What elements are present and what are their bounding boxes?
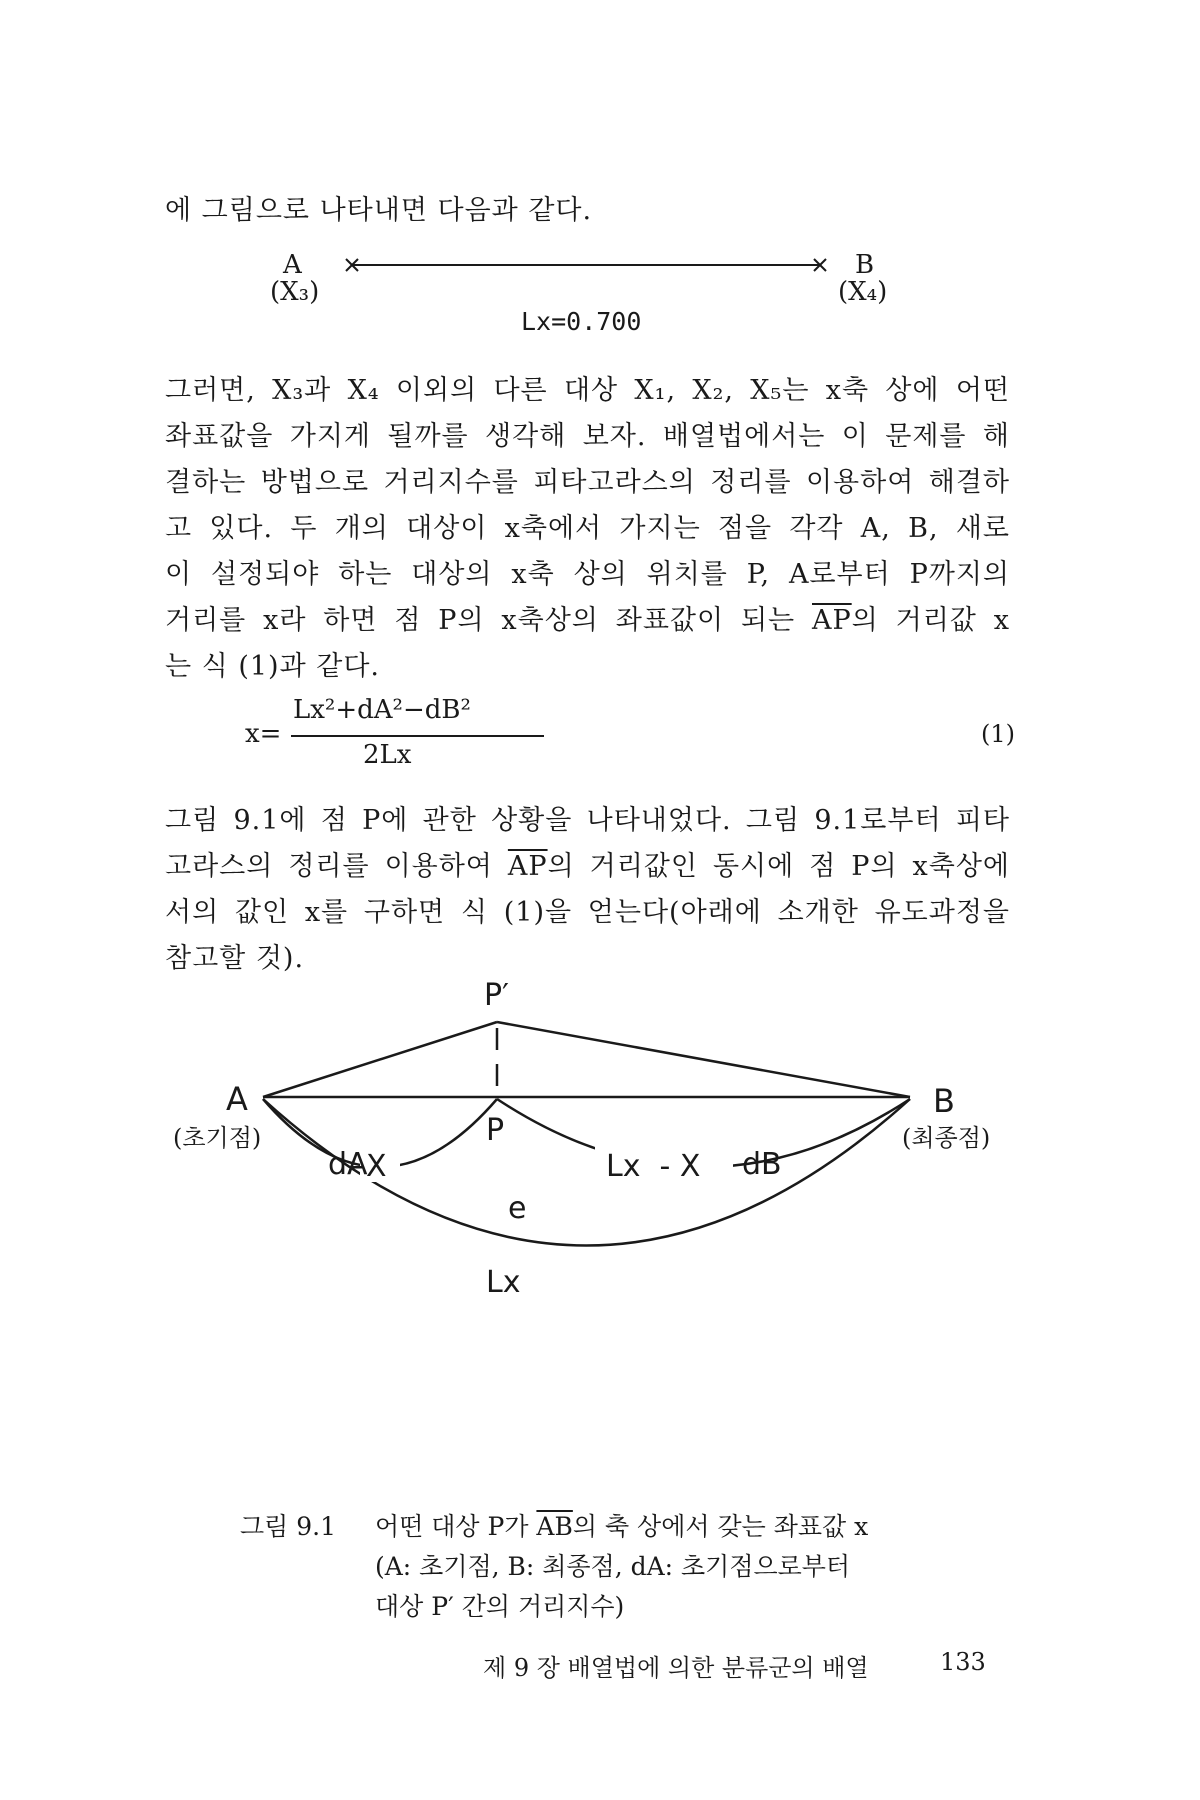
- point-b-coord: (X₄): [838, 277, 888, 307]
- overlined-segment: $\overline{AP}$: [812, 605, 852, 636]
- paragraph-2-line: 그림 9.1에 점 P에 관한 상황을 나타내었다. 그림 9.1로부터 피타: [165, 805, 1010, 836]
- text-span: 의 거리값인 동시에 점 P의 x축상에: [547, 851, 1010, 882]
- caption-line: (A: 초기점, B: 최종점, dA: 초기점으로부터: [375, 1552, 851, 1581]
- text-span: 어떤 대상 P가: [375, 1512, 537, 1541]
- label-x: X: [366, 1149, 387, 1184]
- intro-text: 에 그림으로 나타내면 다음과 같다.: [165, 195, 593, 226]
- paragraph-1-line: 이 설정되야 하는 대상의 x축 상의 위치를 P, A로부터 P까지의: [165, 559, 1010, 590]
- paragraph-2-line: 서의 값인 x를 구하면 식 (1)을 얻는다(아래에 소개한 유도과정을: [165, 897, 1010, 928]
- label-db: dB: [742, 1147, 782, 1182]
- point-a-coord: (X₃): [270, 277, 320, 307]
- caption-line: 대상 P′ 간의 거리지수): [375, 1592, 625, 1621]
- equation-denominator: 2Lx: [363, 740, 412, 770]
- paragraph-1-line: 그러면, X₃과 X₄ 이외의 다른 대상 X₁, X₂, X₅는 x축 상에 어떤: [165, 375, 1010, 406]
- label-da: dA: [328, 1147, 368, 1182]
- label-b-sub: (최종점): [902, 1124, 991, 1152]
- paragraph-1-line: 고 있다. 두 개의 대상이 x축에서 가지는 점을 각각 A, B, 새로: [165, 513, 1010, 544]
- running-footer: 제 9 장 배열법에 의한 분류군의 배열: [483, 1654, 869, 1682]
- label-e: e: [508, 1191, 527, 1226]
- distance-label: Lx=0.700: [521, 307, 642, 336]
- page-number: 133: [940, 1648, 986, 1676]
- caption-label: 그림 9.1: [240, 1512, 337, 1541]
- text-span: 의 거리값 x: [851, 605, 1010, 636]
- paragraph-1-last-line: 는 식 (1)과 같다.: [165, 651, 380, 682]
- label-a-sub: (초기점): [173, 1124, 262, 1152]
- overlined-segment: $\overline{AB}$: [536, 1512, 573, 1541]
- caption: [375, 1507, 868, 1627]
- paragraph-1-line: 결하는 방법으로 거리지수를 피타고라스의 정리를 이용하여 해결하: [165, 467, 1010, 498]
- equation-number: (1): [981, 720, 1015, 748]
- label-b: B: [933, 1082, 955, 1120]
- point-b-label: B: [855, 250, 875, 280]
- overlined-segment: $\overline{AP}$: [507, 851, 548, 882]
- paragraph-1-line: 좌표값을 가지게 될까를 생각해 보자. 배열법에서는 이 문제를 해: [165, 421, 1010, 452]
- text-span: 의 축 상에서 갖는 좌표값 x: [572, 1512, 869, 1541]
- label-a: A: [226, 1080, 248, 1118]
- label-p-prime: P′: [484, 978, 509, 1013]
- caption-line: [375, 1507, 868, 1547]
- text-span: 거리를 x라 하면 점 P의 x축상의 좌표값이 되는: [165, 605, 812, 636]
- equation-lhs: x=: [245, 719, 282, 749]
- text-span: 고라스의 정리를 이용하여: [165, 851, 508, 882]
- paragraph-2-last-line: 참고할 것).: [165, 943, 305, 974]
- label-lx-minus-x: Lx - X: [606, 1149, 701, 1184]
- label-lx: Lx: [486, 1265, 521, 1300]
- point-a-label: A: [283, 250, 302, 280]
- label-p: P: [486, 1113, 505, 1148]
- equation-numerator: Lx²+dA²−dB²: [293, 695, 471, 725]
